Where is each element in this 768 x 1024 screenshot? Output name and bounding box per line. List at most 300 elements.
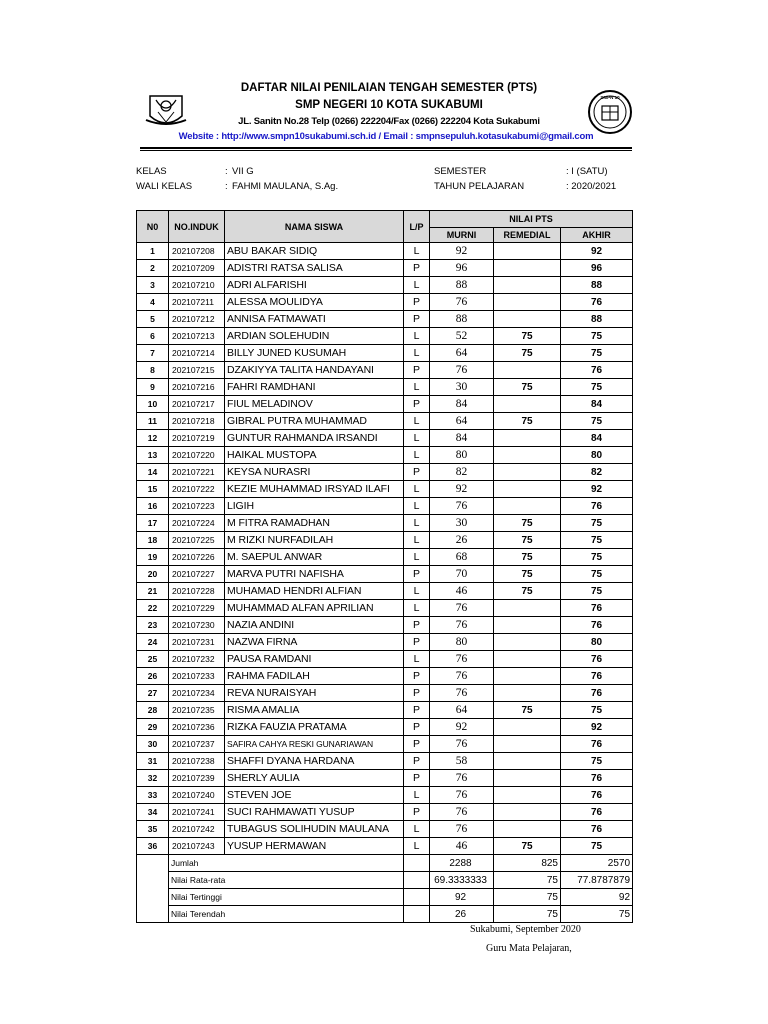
score-remedial: 75 bbox=[494, 532, 561, 549]
row-number: 35 bbox=[137, 821, 169, 838]
score-akhir: 75 bbox=[561, 328, 633, 345]
score-remedial bbox=[494, 736, 561, 753]
score-murni: 92 bbox=[430, 719, 494, 736]
score-akhir: 75 bbox=[561, 515, 633, 532]
table-row bbox=[137, 260, 633, 277]
kelas-label: KELAS bbox=[136, 166, 167, 177]
score-remedial: 75 bbox=[494, 702, 561, 719]
student-gender: L bbox=[404, 838, 430, 855]
summary-row bbox=[137, 872, 633, 889]
summary-remedial: 825 bbox=[494, 855, 561, 872]
score-remedial: 75 bbox=[494, 838, 561, 855]
score-remedial bbox=[494, 311, 561, 328]
header-nama-siswa: NAMA SISWA bbox=[225, 211, 404, 243]
row-number: 30 bbox=[137, 736, 169, 753]
score-remedial: 75 bbox=[494, 583, 561, 600]
row-number: 31 bbox=[137, 753, 169, 770]
student-id: 202107224 bbox=[169, 515, 225, 532]
score-akhir: 96 bbox=[561, 260, 633, 277]
score-remedial bbox=[494, 821, 561, 838]
summary-spacer bbox=[137, 855, 169, 872]
student-gender: P bbox=[404, 753, 430, 770]
summary-label: Nilai Rata-rata bbox=[169, 872, 404, 889]
student-name: M RIZKI NURFADILAH bbox=[225, 532, 404, 549]
summary-spacer bbox=[137, 889, 169, 906]
row-number: 2 bbox=[137, 260, 169, 277]
table-row bbox=[137, 668, 633, 685]
summary-akhir: 2570 bbox=[561, 855, 633, 872]
row-number: 21 bbox=[137, 583, 169, 600]
header-nilai-pts: NILAI PTS bbox=[430, 211, 633, 228]
score-murni: 76 bbox=[430, 617, 494, 634]
wali-kelas-sep: : bbox=[225, 181, 228, 192]
score-murni: 76 bbox=[430, 821, 494, 838]
student-id: 202107212 bbox=[169, 311, 225, 328]
student-id: 202107239 bbox=[169, 770, 225, 787]
student-id: 202107234 bbox=[169, 685, 225, 702]
score-akhir: 84 bbox=[561, 396, 633, 413]
table-row bbox=[137, 753, 633, 770]
score-murni: 82 bbox=[430, 464, 494, 481]
table-row bbox=[137, 685, 633, 702]
header-akhir: AKHIR bbox=[561, 228, 633, 243]
row-number: 19 bbox=[137, 549, 169, 566]
score-akhir: 76 bbox=[561, 362, 633, 379]
student-name: MUHAMAD HENDRI ALFIAN bbox=[225, 583, 404, 600]
student-id: 202107223 bbox=[169, 498, 225, 515]
row-number: 17 bbox=[137, 515, 169, 532]
student-gender: L bbox=[404, 345, 430, 362]
row-number: 32 bbox=[137, 770, 169, 787]
score-remedial bbox=[494, 651, 561, 668]
score-akhir: 84 bbox=[561, 430, 633, 447]
score-remedial: 75 bbox=[494, 549, 561, 566]
student-name: TUBAGUS SOLIHUDIN MAULANA bbox=[225, 821, 404, 838]
student-name: ARDIAN SOLEHUDIN bbox=[225, 328, 404, 345]
header-lp: L/P bbox=[404, 211, 430, 243]
score-remedial bbox=[494, 362, 561, 379]
student-name: ADRI ALFARISHI bbox=[225, 277, 404, 294]
score-murni: 76 bbox=[430, 736, 494, 753]
table-row bbox=[137, 277, 633, 294]
student-id: 202107209 bbox=[169, 260, 225, 277]
summary-spacer bbox=[137, 906, 169, 923]
summary-remedial: 75 bbox=[494, 906, 561, 923]
student-name: MUHAMMAD ALFAN APRILIAN bbox=[225, 600, 404, 617]
student-gender: L bbox=[404, 583, 430, 600]
score-akhir: 82 bbox=[561, 464, 633, 481]
score-murni: 76 bbox=[430, 770, 494, 787]
student-name: ABU BAKAR SIDIQ bbox=[225, 243, 404, 260]
student-gender: L bbox=[404, 328, 430, 345]
student-id: 202107227 bbox=[169, 566, 225, 583]
score-murni: 64 bbox=[430, 702, 494, 719]
header-murni: MURNI bbox=[430, 228, 494, 243]
table-row bbox=[137, 838, 633, 855]
score-akhir: 92 bbox=[561, 243, 633, 260]
row-number: 12 bbox=[137, 430, 169, 447]
score-remedial bbox=[494, 277, 561, 294]
summary-akhir: 92 bbox=[561, 889, 633, 906]
row-number: 23 bbox=[137, 617, 169, 634]
semester-label: SEMESTER bbox=[434, 166, 487, 177]
header-divider bbox=[140, 147, 632, 149]
student-id: 202107214 bbox=[169, 345, 225, 362]
student-id: 202107232 bbox=[169, 651, 225, 668]
student-name: FAHRI RAMDHANI bbox=[225, 379, 404, 396]
summary-lp-empty bbox=[404, 855, 430, 872]
score-murni: 46 bbox=[430, 583, 494, 600]
summary-spacer bbox=[137, 872, 169, 889]
table-row bbox=[137, 396, 633, 413]
summary-remedial: 75 bbox=[494, 889, 561, 906]
table-row bbox=[137, 787, 633, 804]
row-number: 27 bbox=[137, 685, 169, 702]
student-id: 202107242 bbox=[169, 821, 225, 838]
score-akhir: 75 bbox=[561, 702, 633, 719]
summary-akhir: 75 bbox=[561, 906, 633, 923]
table-row bbox=[137, 532, 633, 549]
student-name: NAZIA ANDINI bbox=[225, 617, 404, 634]
score-remedial: 75 bbox=[494, 566, 561, 583]
student-name: STEVEN JOE bbox=[225, 787, 404, 804]
score-murni: 84 bbox=[430, 430, 494, 447]
score-murni: 58 bbox=[430, 753, 494, 770]
student-name: LIGIH bbox=[225, 498, 404, 515]
score-murni: 70 bbox=[430, 566, 494, 583]
student-name: REVA NURAISYAH bbox=[225, 685, 404, 702]
table-row bbox=[137, 583, 633, 600]
student-name: GIBRAL PUTRA MUHAMMAD bbox=[225, 413, 404, 430]
row-number: 26 bbox=[137, 668, 169, 685]
summary-remedial: 75 bbox=[494, 872, 561, 889]
semester-value: : I (SATU) bbox=[566, 166, 608, 177]
student-name: KEZIE MUHAMMAD IRSYAD ILAFI bbox=[225, 481, 404, 498]
row-number: 33 bbox=[137, 787, 169, 804]
header-no-induk: NO.INDUK bbox=[169, 211, 225, 243]
student-name: ALESSA MOULIDYA bbox=[225, 294, 404, 311]
student-name: RIZKA FAUZIA PRATAMA bbox=[225, 719, 404, 736]
wali-kelas-value: FAHMI MAULANA, S.Ag. bbox=[232, 181, 339, 192]
student-gender: P bbox=[404, 260, 430, 277]
row-number: 6 bbox=[137, 328, 169, 345]
row-number: 24 bbox=[137, 634, 169, 651]
wali-kelas-label: WALI KELAS bbox=[136, 181, 193, 192]
table-row bbox=[137, 362, 633, 379]
row-number: 8 bbox=[137, 362, 169, 379]
score-murni: 64 bbox=[430, 413, 494, 430]
student-gender: P bbox=[404, 736, 430, 753]
student-name: FIUL MELADINOV bbox=[225, 396, 404, 413]
student-gender: L bbox=[404, 549, 430, 566]
row-number: 20 bbox=[137, 566, 169, 583]
student-gender: P bbox=[404, 634, 430, 651]
score-akhir: 76 bbox=[561, 821, 633, 838]
student-id: 202107230 bbox=[169, 617, 225, 634]
kelas-sep: : bbox=[225, 166, 228, 177]
score-akhir: 75 bbox=[561, 532, 633, 549]
student-id: 202107241 bbox=[169, 804, 225, 821]
score-akhir: 75 bbox=[561, 566, 633, 583]
student-name: PAUSA RAMDANI bbox=[225, 651, 404, 668]
score-murni: 76 bbox=[430, 804, 494, 821]
school-logo bbox=[586, 88, 634, 136]
table-row bbox=[137, 617, 633, 634]
table-row bbox=[137, 311, 633, 328]
score-remedial bbox=[494, 617, 561, 634]
score-akhir: 76 bbox=[561, 651, 633, 668]
student-gender: P bbox=[404, 311, 430, 328]
score-remedial: 75 bbox=[494, 328, 561, 345]
score-remedial bbox=[494, 430, 561, 447]
student-gender: L bbox=[404, 498, 430, 515]
score-remedial bbox=[494, 396, 561, 413]
table-row bbox=[137, 651, 633, 668]
score-remedial bbox=[494, 634, 561, 651]
student-id: 202107216 bbox=[169, 379, 225, 396]
tahun-pelajaran-value: : 2020/2021 bbox=[566, 181, 617, 192]
summary-row bbox=[137, 889, 633, 906]
signature-place-date: Sukabumi, September 2020 bbox=[470, 924, 581, 935]
student-id: 202107210 bbox=[169, 277, 225, 294]
score-murni: 88 bbox=[430, 277, 494, 294]
student-gender: L bbox=[404, 379, 430, 396]
score-akhir: 88 bbox=[561, 311, 633, 328]
student-gender: L bbox=[404, 515, 430, 532]
row-number: 14 bbox=[137, 464, 169, 481]
student-gender: P bbox=[404, 668, 430, 685]
student-id: 202107240 bbox=[169, 787, 225, 804]
score-murni: 76 bbox=[430, 362, 494, 379]
student-name: HAIKAL MUSTOPA bbox=[225, 447, 404, 464]
student-name: SUCI RAHMAWATI YUSUP bbox=[225, 804, 404, 821]
score-remedial bbox=[494, 294, 561, 311]
kelas-value: VII G bbox=[232, 166, 254, 177]
student-gender: L bbox=[404, 243, 430, 260]
table-row bbox=[137, 736, 633, 753]
score-akhir: 75 bbox=[561, 583, 633, 600]
row-number: 9 bbox=[137, 379, 169, 396]
score-murni: 52 bbox=[430, 328, 494, 345]
summary-lp-empty bbox=[404, 906, 430, 923]
tahun-pelajaran-label: TAHUN PELAJARAN bbox=[434, 181, 525, 192]
score-murni: 26 bbox=[430, 532, 494, 549]
score-murni: 88 bbox=[430, 311, 494, 328]
student-gender: P bbox=[404, 566, 430, 583]
score-akhir: 76 bbox=[561, 498, 633, 515]
score-remedial bbox=[494, 600, 561, 617]
header-divider-thin bbox=[140, 150, 632, 151]
score-remedial bbox=[494, 787, 561, 804]
row-number: 3 bbox=[137, 277, 169, 294]
student-name: DZAKIYYA TALITA HANDAYANI bbox=[225, 362, 404, 379]
student-gender: L bbox=[404, 787, 430, 804]
score-murni: 68 bbox=[430, 549, 494, 566]
table-row bbox=[137, 719, 633, 736]
student-name: MARVA PUTRI NAFISHA bbox=[225, 566, 404, 583]
score-murni: 30 bbox=[430, 515, 494, 532]
score-murni: 92 bbox=[430, 481, 494, 498]
student-name: GUNTUR RAHMANDA IRSANDI bbox=[225, 430, 404, 447]
table-row bbox=[137, 294, 633, 311]
table-row bbox=[137, 345, 633, 362]
score-akhir: 75 bbox=[561, 549, 633, 566]
summary-lp-empty bbox=[404, 872, 430, 889]
student-id: 202107235 bbox=[169, 702, 225, 719]
row-number: 10 bbox=[137, 396, 169, 413]
summary-label: Nilai Terendah bbox=[169, 906, 404, 923]
table-row bbox=[137, 243, 633, 260]
score-remedial bbox=[494, 804, 561, 821]
score-akhir: 76 bbox=[561, 787, 633, 804]
score-murni: 30 bbox=[430, 379, 494, 396]
student-id: 202107236 bbox=[169, 719, 225, 736]
row-number: 29 bbox=[137, 719, 169, 736]
row-number: 1 bbox=[137, 243, 169, 260]
student-name: YUSUP HERMAWAN bbox=[225, 838, 404, 855]
student-name: ANNISA FATMAWATI bbox=[225, 311, 404, 328]
score-akhir: 76 bbox=[561, 804, 633, 821]
table-row bbox=[137, 379, 633, 396]
score-murni: 96 bbox=[430, 260, 494, 277]
student-gender: P bbox=[404, 702, 430, 719]
table-row bbox=[137, 804, 633, 821]
summary-murni: 26 bbox=[430, 906, 494, 923]
student-name: BILLY JUNED KUSUMAH bbox=[225, 345, 404, 362]
score-remedial bbox=[494, 447, 561, 464]
student-name: SAFIRA CAHYA RESKI GUNARIAWAN bbox=[225, 736, 404, 753]
row-number: 13 bbox=[137, 447, 169, 464]
row-number: 28 bbox=[137, 702, 169, 719]
row-number: 15 bbox=[137, 481, 169, 498]
summary-murni: 92 bbox=[430, 889, 494, 906]
score-remedial bbox=[494, 260, 561, 277]
table-row bbox=[137, 821, 633, 838]
score-akhir: 80 bbox=[561, 447, 633, 464]
student-id: 202107217 bbox=[169, 396, 225, 413]
summary-row bbox=[137, 855, 633, 872]
student-id: 202107238 bbox=[169, 753, 225, 770]
document-header bbox=[136, 78, 632, 146]
score-murni: 76 bbox=[430, 498, 494, 515]
student-id: 202107208 bbox=[169, 243, 225, 260]
signature-role: Guru Mata Pelajaran, bbox=[486, 943, 572, 954]
table-row bbox=[137, 549, 633, 566]
student-name: NAZWA FIRNA bbox=[225, 634, 404, 651]
score-murni: 46 bbox=[430, 838, 494, 855]
table-row bbox=[137, 498, 633, 515]
score-remedial bbox=[494, 243, 561, 260]
student-gender: P bbox=[404, 804, 430, 821]
student-id: 202107231 bbox=[169, 634, 225, 651]
school-website: Website : http://www.smpn10sukabumi.sch.id / Email : smpnsepuluh.kotasukabumi@gmail.com bbox=[178, 131, 594, 142]
student-gender: L bbox=[404, 277, 430, 294]
student-gender: P bbox=[404, 294, 430, 311]
student-id: 202107222 bbox=[169, 481, 225, 498]
score-akhir: 75 bbox=[561, 379, 633, 396]
table-row bbox=[137, 515, 633, 532]
student-name: RAHMA FADILAH bbox=[225, 668, 404, 685]
row-number: 18 bbox=[137, 532, 169, 549]
row-number: 34 bbox=[137, 804, 169, 821]
score-remedial bbox=[494, 464, 561, 481]
score-murni: 64 bbox=[430, 345, 494, 362]
student-id: 202107213 bbox=[169, 328, 225, 345]
student-gender: L bbox=[404, 532, 430, 549]
table-row bbox=[137, 447, 633, 464]
score-murni: 76 bbox=[430, 600, 494, 617]
student-gender: P bbox=[404, 719, 430, 736]
row-number: 4 bbox=[137, 294, 169, 311]
score-akhir: 76 bbox=[561, 600, 633, 617]
student-gender: P bbox=[404, 362, 430, 379]
student-id: 202107237 bbox=[169, 736, 225, 753]
student-id: 202107243 bbox=[169, 838, 225, 855]
table-row bbox=[137, 702, 633, 719]
score-remedial bbox=[494, 753, 561, 770]
student-id: 202107219 bbox=[169, 430, 225, 447]
score-remedial bbox=[494, 685, 561, 702]
student-gender: L bbox=[404, 821, 430, 838]
student-gender: P bbox=[404, 617, 430, 634]
score-remedial bbox=[494, 498, 561, 515]
document-title: DAFTAR NILAI PENILAIAN TENGAH SEMESTER (PTS) bbox=[240, 82, 538, 94]
student-id: 202107226 bbox=[169, 549, 225, 566]
student-name: RISMA AMALIA bbox=[225, 702, 404, 719]
row-number: 25 bbox=[137, 651, 169, 668]
student-id: 202107233 bbox=[169, 668, 225, 685]
score-murni: 80 bbox=[430, 447, 494, 464]
score-remedial bbox=[494, 719, 561, 736]
grades-table bbox=[136, 210, 633, 923]
city-emblem-logo bbox=[142, 86, 190, 134]
score-akhir: 75 bbox=[561, 753, 633, 770]
student-name: M FITRA RAMADHAN bbox=[225, 515, 404, 532]
student-id: 202107221 bbox=[169, 464, 225, 481]
score-akhir: 76 bbox=[561, 668, 633, 685]
student-id: 202107229 bbox=[169, 600, 225, 617]
score-murni: 76 bbox=[430, 294, 494, 311]
table-row bbox=[137, 413, 633, 430]
score-akhir: 75 bbox=[561, 345, 633, 362]
student-gender: L bbox=[404, 447, 430, 464]
row-number: 7 bbox=[137, 345, 169, 362]
school-logo-text: SMPN 10 bbox=[600, 95, 620, 100]
summary-label: Nilai Tertinggi bbox=[169, 889, 404, 906]
table-row bbox=[137, 464, 633, 481]
row-number: 11 bbox=[137, 413, 169, 430]
student-gender: P bbox=[404, 770, 430, 787]
header-no: N0 bbox=[137, 211, 169, 243]
table-row bbox=[137, 770, 633, 787]
student-name: SHERLY AULIA bbox=[225, 770, 404, 787]
score-akhir: 75 bbox=[561, 838, 633, 855]
score-murni: 84 bbox=[430, 396, 494, 413]
student-id: 202107225 bbox=[169, 532, 225, 549]
student-gender: L bbox=[404, 651, 430, 668]
table-row bbox=[137, 566, 633, 583]
student-id: 202107211 bbox=[169, 294, 225, 311]
score-remedial: 75 bbox=[494, 345, 561, 362]
table-row bbox=[137, 430, 633, 447]
summary-row bbox=[137, 906, 633, 923]
table-row bbox=[137, 634, 633, 651]
student-name: ADISTRI RATSA SALISA bbox=[225, 260, 404, 277]
student-gender: L bbox=[404, 600, 430, 617]
score-remedial bbox=[494, 481, 561, 498]
header-remedial: REMEDIAL bbox=[494, 228, 561, 243]
summary-murni: 2288 bbox=[430, 855, 494, 872]
